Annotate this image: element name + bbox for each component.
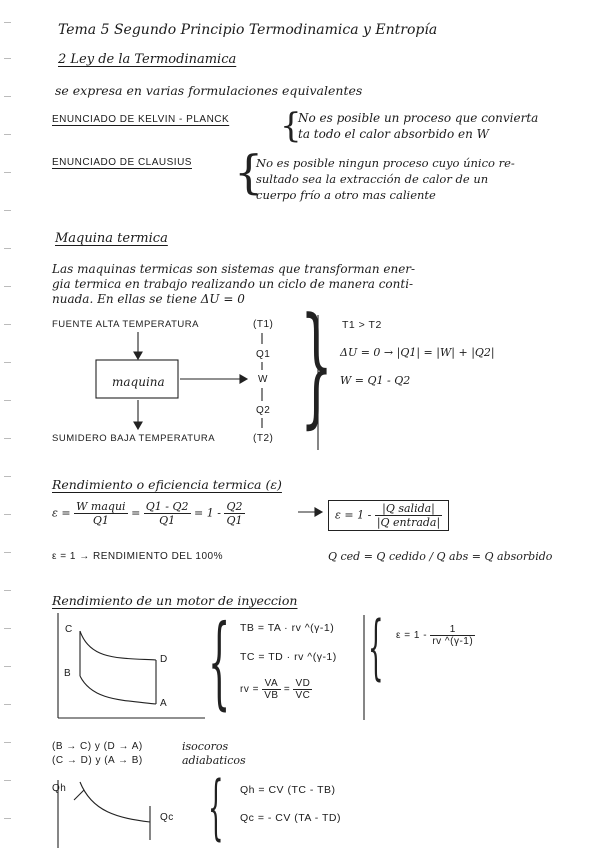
clausius-statement-line-2: sultado sea la extracción de calor de un xyxy=(256,172,489,186)
section-heading-engine-efficiency: Rendimiento de un motor de inyeccion xyxy=(52,593,298,608)
efficiency-note-heat: Q ced = Q cedido / Q abs = Q absorbido xyxy=(328,550,553,563)
cold-sink-label: SUMIDERO BAJA TEMPERATURA xyxy=(52,433,216,444)
engine-eff-lhs: ε = 1 - xyxy=(396,630,428,642)
efficiency-equals-2: = 1 - xyxy=(194,506,221,520)
process-adiabatic: (C → D) y (A → B) xyxy=(52,755,143,766)
machine-box xyxy=(96,360,178,398)
frac-work-den: Q1 xyxy=(92,514,109,527)
arrowhead-box xyxy=(315,508,322,516)
heat-engine-paragraph-line-1: Las maquinas termicas son sistemas que transforman ener- xyxy=(52,262,416,276)
engine-brace-2: { xyxy=(368,606,384,688)
boxed-den: |Q entrada| xyxy=(376,516,441,529)
rv-frac-1-num: VA xyxy=(262,678,280,690)
pv-label-c: C xyxy=(65,624,73,635)
qc-label: Qc xyxy=(160,812,174,823)
qh-equation: Qh = CV (TC - TB) xyxy=(240,784,336,796)
efficiency-equals-1: = xyxy=(131,506,141,520)
rv-lhs: rv = xyxy=(240,684,259,696)
rv-frac-2-den: VC xyxy=(295,690,311,701)
engine-eff-num: 1 xyxy=(430,624,475,636)
tb-equation: TB = TA · rv ^(γ-1) xyxy=(240,622,335,634)
process-adiabatic-desc: adiabaticos xyxy=(182,754,246,767)
efficiency-note-100: ε = 1 → RENDIMIENTO DEL 100% xyxy=(52,551,224,562)
arrowhead-source xyxy=(134,352,142,359)
arrowhead-sink xyxy=(134,422,142,429)
q1-label: Q1 xyxy=(256,349,271,360)
clausius-label: ENUNCIADO DE CLAUSIUS xyxy=(52,157,192,168)
heat-engine-paragraph-line-2: gia termica en trabajo realizando un ciclo de manera conti- xyxy=(52,277,414,291)
second-law-intro: se expresa en varias formulaciones equivalentes xyxy=(55,83,363,98)
frac-work-num: W maqui xyxy=(76,500,126,513)
arrowhead-w xyxy=(240,375,247,383)
boxed-lhs: ε = 1 - xyxy=(335,508,372,522)
rv-frac-2-num: VD xyxy=(295,678,311,689)
engine-brace-1: { xyxy=(208,603,231,720)
work-equation: W = Q1 - Q2 xyxy=(340,374,411,387)
kelvin-statement-line-1: No es posible un proceso que convierta xyxy=(298,111,539,125)
clausius-statement-line-1: No es posible ningun proceso cuyo único re- xyxy=(256,156,515,170)
rv-frac-1-den: VB xyxy=(264,690,279,701)
qh-curve xyxy=(80,782,150,822)
engine-eff-den: rv ^(γ-1) xyxy=(432,636,474,647)
kelvin-planck-label: ENUNCIADO DE KELVIN - PLANCK xyxy=(52,114,230,125)
pv-curve-b-a xyxy=(80,676,156,704)
pv-curve-c-d xyxy=(80,631,156,660)
frac-q2-den: Q1 xyxy=(226,514,243,527)
frac-diff-den: Q1 xyxy=(159,514,176,527)
process-isochoric: (B → C) y (D → A) xyxy=(52,741,143,752)
t1-label: (T1) xyxy=(253,319,274,330)
qh-arrow xyxy=(74,790,84,800)
kelvin-statement-line-2: ta todo el calor absorbido en W xyxy=(298,127,489,141)
qc-equation: Qc = - CV (TA - TD) xyxy=(240,812,341,824)
engine-brace-3: { xyxy=(208,766,224,848)
frac-diff-num: Q1 - Q2 xyxy=(145,500,189,513)
section-heading-heat-engine: Maquina termica xyxy=(55,231,168,246)
pv-label-b: B xyxy=(64,668,72,679)
section-heading-second-law: 2 Ley de la Termodinamica xyxy=(58,52,237,67)
rv-equals: = xyxy=(283,684,291,696)
hot-source-label: FUENTE ALTA TEMPERATURA xyxy=(52,319,199,330)
tc-equation: TC = TD · rv ^(γ-1) xyxy=(240,651,337,663)
energy-balance: ΔU = 0 → |Q1| = |W| + |Q2| xyxy=(340,346,495,359)
process-isochoric-desc: isocoros xyxy=(182,740,229,753)
efficiency-lhs: ε = xyxy=(52,506,71,520)
section-heading-efficiency: Rendimiento o eficiencia termica (ε) xyxy=(52,477,282,492)
heat-engine-paragraph-line-3: nuada. En ellas se tiene ΔU = 0 xyxy=(52,292,245,306)
frac-q2-num: Q2 xyxy=(226,500,243,513)
kelvin-brace: { xyxy=(280,106,302,146)
t2-label: (T2) xyxy=(253,433,274,444)
clausius-statement-line-3: cuerpo frío a otro mas caliente xyxy=(256,188,436,202)
boxed-num: |Q salida| xyxy=(375,502,442,516)
page-title: Tema 5 Segundo Principio Termodinamica y Entropía xyxy=(58,22,438,38)
heat-engine-brace: } xyxy=(300,289,334,441)
w-label: W xyxy=(258,374,268,385)
pv-label-d: D xyxy=(160,654,168,665)
pv-label-a: A xyxy=(160,698,168,709)
temperature-relation: T1 > T2 xyxy=(342,319,382,331)
q2-label: Q2 xyxy=(256,405,271,416)
qh-label: Qh xyxy=(52,783,67,794)
clausius-brace: { xyxy=(234,145,264,199)
machine-label: maquina xyxy=(112,375,165,389)
